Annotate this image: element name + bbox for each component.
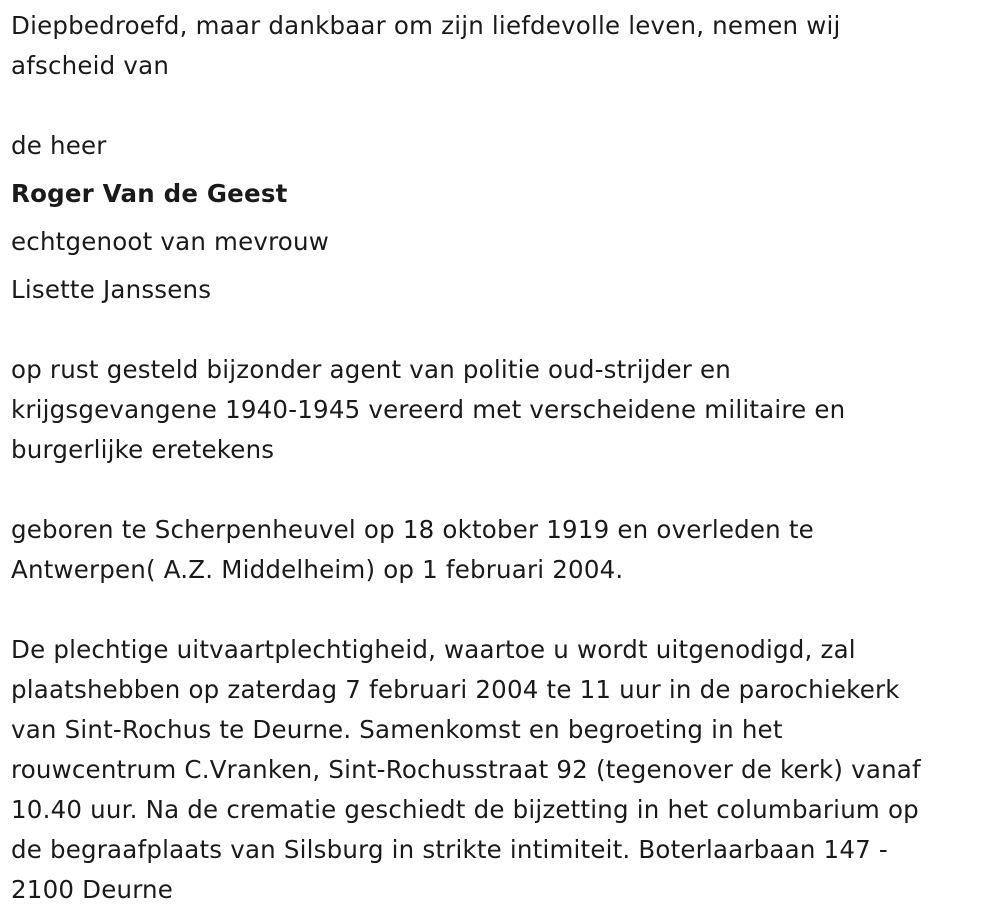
deceased-name: Roger Van de Geest (11, 179, 288, 208)
deceased-relation: echtgenoot van mevrouw (11, 227, 329, 256)
ceremony-line-1: De plechtige uitvaartplechtigheid, waartoe u wordt uitgenodigd, zal (11, 635, 856, 664)
spouse-name: Lisette Janssens (11, 275, 212, 304)
career-line-2: krijgsgevangene 1940-1945 vereerd met verscheidene militaire en (11, 395, 846, 424)
ceremony-line-7: 2100 Deurne (11, 875, 174, 904)
ceremony-line-4: rouwcentrum C.Vranken, Sint-Rochusstraat 92 (tegenover de kerk) vanaf (11, 755, 921, 784)
ceremony-line-6: de begraafplaats van Silsburg in strikte intimiteit. Boterlaarbaan 147 - (11, 835, 888, 864)
intro-line-2: afscheid van (11, 51, 170, 80)
ceremony-line-3: van Sint-Rochus te Deurne. Samenkomst en begroeting in het (11, 715, 783, 744)
birth-death-line-1: geboren te Scherpenheuvel op 18 oktober 1919 en overleden te (11, 515, 814, 544)
intro-line-1: Diepbedroefd, maar dankbaar om zijn liefdevolle leven, nemen wij (11, 11, 841, 40)
ceremony-line-2: plaatshebben op zaterdag 7 februari 2004 te 11 uur in de parochiekerk (11, 675, 900, 704)
career-line-3: burgerlijke eretekens (11, 435, 275, 464)
birth-death-line-2: Antwerpen( A.Z. Middelheim) op 1 februari 2004. (11, 555, 624, 584)
deceased-title: de heer (11, 131, 107, 160)
ceremony-line-5: 10.40 uur. Na de crematie geschiedt de bijzetting in het columbarium op (11, 795, 919, 824)
career-line-1: op rust gesteld bijzonder agent van politie oud-strijder en (11, 355, 732, 384)
